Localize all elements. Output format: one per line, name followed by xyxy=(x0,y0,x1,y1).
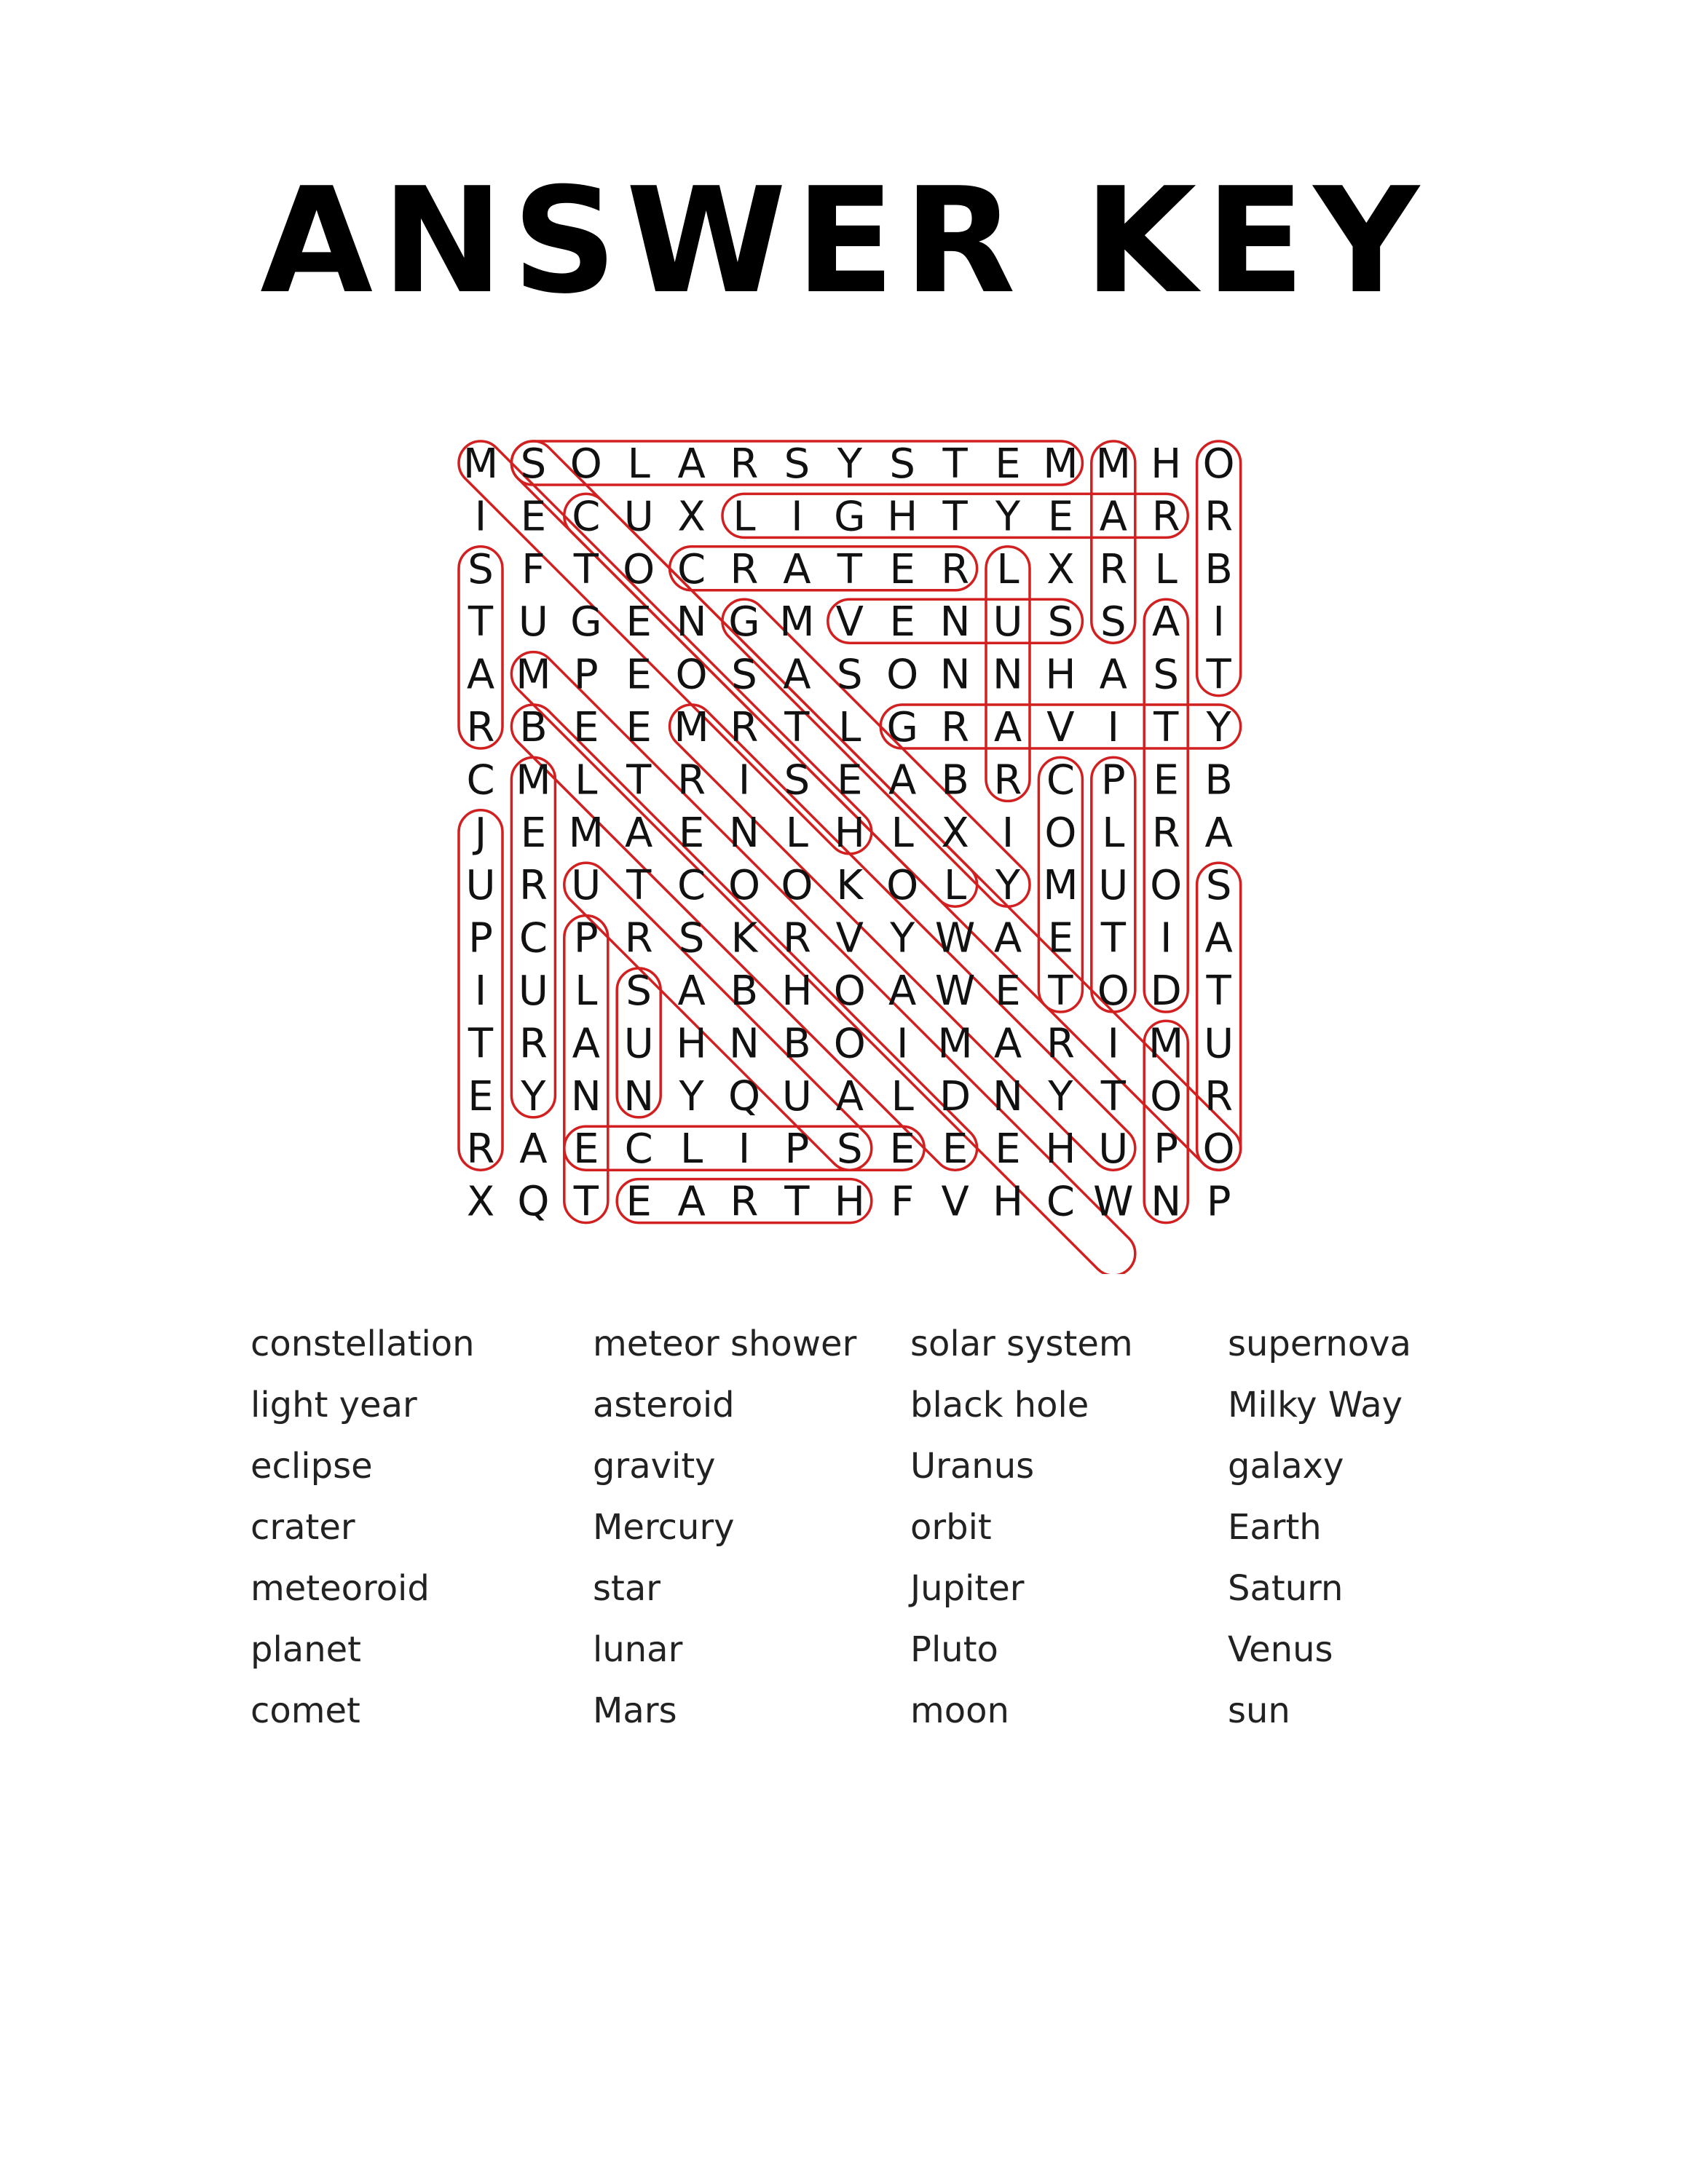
grid-letter: W xyxy=(1093,1178,1134,1226)
word-list-item: Uranus xyxy=(910,1446,1035,1487)
grid-letter: A xyxy=(1152,598,1180,646)
grid-letter: H xyxy=(781,968,813,1015)
grid-letter: M xyxy=(779,598,815,646)
grid-letter: U xyxy=(518,968,548,1015)
grid-letter: K xyxy=(836,862,864,910)
grid-letter: T xyxy=(573,1178,599,1226)
grid-letter: E xyxy=(889,1125,915,1174)
grid-letter: I xyxy=(474,968,487,1015)
grid-letter: R xyxy=(677,756,706,804)
grid-letter: E xyxy=(889,545,915,593)
grid-letter: R xyxy=(730,1178,759,1226)
grid-letter: H xyxy=(1045,651,1076,699)
grid-letter: L xyxy=(891,1072,914,1120)
grid-letter: P xyxy=(1153,1125,1179,1174)
grid-letter: D xyxy=(939,1072,971,1120)
grid-letter: S xyxy=(837,1125,863,1174)
grid-letter: L xyxy=(679,1125,703,1174)
grid-letter: L xyxy=(627,440,650,488)
grid-letter: R xyxy=(941,545,970,593)
word-list-item: star xyxy=(593,1568,660,1609)
grid-letter: Q xyxy=(517,1178,550,1226)
grid-letter: S xyxy=(837,651,863,699)
grid-letter: N xyxy=(939,651,971,699)
grid-letter: R xyxy=(1099,545,1128,593)
grid-letter: L xyxy=(575,756,598,804)
grid-letter: O xyxy=(1202,1125,1235,1174)
grid-letter: C xyxy=(572,493,601,541)
grid-letter: T xyxy=(573,545,599,593)
grid-letter: A xyxy=(625,809,653,857)
grid-letter: S xyxy=(1047,598,1074,646)
word-list-item: comet xyxy=(251,1690,360,1731)
grid-letter: S xyxy=(520,440,547,488)
grid-letter: M xyxy=(516,756,551,804)
grid-letter: R xyxy=(941,704,970,751)
grid-letter: N xyxy=(729,1020,760,1068)
grid-letter: N xyxy=(623,1072,655,1120)
grid-letter: G xyxy=(834,493,866,541)
grid-letter: H xyxy=(992,1178,1024,1226)
grid-letter: A xyxy=(888,756,917,804)
grid-letter: A xyxy=(1099,493,1127,541)
grid-letter: O xyxy=(1097,968,1129,1015)
grid-letter: R xyxy=(466,1125,495,1174)
word-list-item: moon xyxy=(910,1690,1009,1731)
grid-letter: R xyxy=(466,704,495,751)
grid-letter: T xyxy=(784,704,810,751)
grid-letter: S xyxy=(1100,598,1127,646)
grid-letter: I xyxy=(1159,914,1172,962)
grid-letter: E xyxy=(626,1178,652,1226)
grid-letter: X xyxy=(677,493,706,541)
grid-letter: I xyxy=(738,1125,751,1174)
grid-letter: O xyxy=(886,862,919,910)
grid-letter: R xyxy=(1204,1072,1234,1120)
grid-letter: A xyxy=(677,440,706,488)
grid-letter: R xyxy=(993,756,1022,804)
grid-letter: B xyxy=(941,756,969,804)
grid-letter: M xyxy=(462,440,499,488)
grid-letter: I xyxy=(791,493,803,541)
grid-letter: T xyxy=(1100,1072,1126,1120)
word-list-item: light year xyxy=(251,1385,417,1425)
grid-letter: P xyxy=(1206,1178,1231,1226)
grid-letter: B xyxy=(519,704,548,751)
grid-letter: M xyxy=(516,651,551,699)
grid-letter: N xyxy=(993,651,1023,699)
grid-letter: O xyxy=(569,440,602,488)
grid-letter: T xyxy=(837,545,862,593)
grid-letter: M xyxy=(937,1020,973,1068)
word-list-item: gravity xyxy=(593,1446,716,1487)
grid-letter: T xyxy=(942,440,968,488)
grid-letter: O xyxy=(886,651,919,699)
grid-letter: V xyxy=(1046,704,1075,751)
grid-letter: A xyxy=(783,545,811,593)
grid-letter: A xyxy=(993,704,1022,751)
grid-letter: M xyxy=(1148,1020,1184,1068)
grid-letter: U xyxy=(465,862,496,910)
grid-letter: M xyxy=(1043,440,1078,488)
grid-letter: A xyxy=(1204,809,1233,857)
grid-letter: A xyxy=(519,1125,548,1174)
grid-letter: E xyxy=(995,1125,1021,1174)
grid-letter: R xyxy=(782,914,811,962)
grid-letter: E xyxy=(626,651,652,699)
grid-letter: L xyxy=(733,493,756,541)
grid-letter: N xyxy=(676,598,707,646)
grid-letter: O xyxy=(675,651,708,699)
grid-letter: I xyxy=(1107,704,1120,751)
grid-letter: B xyxy=(1204,756,1233,804)
grid-letter: R xyxy=(518,862,548,910)
grid-letter: R xyxy=(1046,1020,1075,1068)
grid-letter: E xyxy=(995,968,1021,1015)
grid-letter: T xyxy=(468,1020,494,1068)
grid-letter: Y xyxy=(521,1072,546,1120)
grid-letter: E xyxy=(1047,914,1074,962)
grid-letter: S xyxy=(784,756,811,804)
grid-letter: A xyxy=(993,1020,1022,1068)
grid-letter: Y xyxy=(1206,704,1231,751)
grid-letter: M xyxy=(1043,862,1078,910)
grid-letter: R xyxy=(730,704,759,751)
grid-letter: U xyxy=(623,1020,654,1068)
word-list-item: Venus xyxy=(1228,1629,1333,1670)
grid-letter: P xyxy=(784,1125,810,1174)
grid-letter: S xyxy=(468,545,494,593)
word-list-item: supernova xyxy=(1228,1324,1411,1364)
grid-letter: X xyxy=(941,809,969,857)
grid-letter: O xyxy=(1202,440,1235,488)
grid-letter: Q xyxy=(727,1072,761,1120)
grid-letter: R xyxy=(730,545,759,593)
grid-letter: A xyxy=(677,1178,706,1226)
page-title: ANSWER KEY xyxy=(260,157,1428,326)
word-list-item: solar system xyxy=(910,1324,1133,1364)
grid-letter: O xyxy=(727,862,761,910)
word-list-item: lunar xyxy=(593,1629,683,1670)
grid-letter: E xyxy=(520,809,547,857)
word-list-item: meteor shower xyxy=(593,1324,857,1364)
grid-letter: C xyxy=(1046,756,1075,804)
grid-letter: P xyxy=(1100,756,1126,804)
grid-letter: L xyxy=(1102,809,1125,857)
grid-letter: U xyxy=(1098,862,1129,910)
grid-letter: P xyxy=(468,914,493,962)
grid-letter: T xyxy=(942,493,968,541)
grid-letter: I xyxy=(1212,598,1225,646)
grid-letter: B xyxy=(1204,545,1233,593)
grid-letter: T xyxy=(1206,968,1231,1015)
word-list-item: asteroid xyxy=(593,1385,735,1425)
grid-letter: L xyxy=(575,968,598,1015)
grid-letter: O xyxy=(623,545,655,593)
grid-letter: C xyxy=(1046,1178,1075,1226)
grid-letter: V xyxy=(941,1178,969,1226)
grid-letter: G xyxy=(728,598,760,646)
grid-letter: R xyxy=(1151,493,1180,541)
grid-letter: R xyxy=(518,1020,548,1068)
grid-letter: Y xyxy=(995,862,1021,910)
grid-letter: N xyxy=(993,1072,1023,1120)
word-list-item: constellation xyxy=(251,1324,475,1364)
word-list-item: Saturn xyxy=(1228,1568,1344,1609)
grid-letter: I xyxy=(474,493,487,541)
word-list-item: Jupiter xyxy=(910,1568,1025,1609)
grid-letter: S xyxy=(889,440,915,488)
grid-letter: X xyxy=(1046,545,1075,593)
grid-letter: J xyxy=(474,809,487,857)
grid-letter: C xyxy=(466,756,495,804)
grid-letter: R xyxy=(1151,809,1180,857)
grid-letter: Y xyxy=(679,1072,704,1120)
grid-letter: F xyxy=(521,545,545,593)
grid-letter: S xyxy=(626,968,652,1015)
grid-letter: U xyxy=(1204,1020,1234,1068)
grid-letter: U xyxy=(518,598,548,646)
grid-letter: R xyxy=(624,914,653,962)
grid-letter: L xyxy=(943,862,967,910)
word-list-item: sun xyxy=(1228,1690,1290,1731)
grid-letter: B xyxy=(730,968,759,1015)
grid-letter: E xyxy=(995,440,1021,488)
grid-letter: E xyxy=(678,809,705,857)
grid-letter: Y xyxy=(837,440,862,488)
grid-letter: Y xyxy=(995,493,1021,541)
grid-letter: O xyxy=(1044,809,1077,857)
grid-letter: M xyxy=(1095,440,1131,488)
grid-letter: V xyxy=(835,598,864,646)
grid-letter: W xyxy=(934,968,976,1015)
grid-letter: E xyxy=(837,756,863,804)
grid-letter: A xyxy=(835,1072,864,1120)
grid-letter: T xyxy=(1048,968,1073,1015)
grid-letter: L xyxy=(996,545,1019,593)
grid-letter: A xyxy=(1099,651,1127,699)
grid-letter: E xyxy=(468,1072,494,1120)
grid-letter: M xyxy=(568,809,604,857)
grid-letter: G xyxy=(886,704,918,751)
grid-letter: E xyxy=(573,1125,599,1174)
grid-letter: A xyxy=(888,968,917,1015)
grid-letter: O xyxy=(1150,1072,1183,1120)
word-list-item: meteoroid xyxy=(251,1568,430,1609)
grid-letter: T xyxy=(626,756,652,804)
grid-letter: B xyxy=(783,1020,811,1068)
grid-letter: L xyxy=(1154,545,1178,593)
grid-letter: C xyxy=(677,545,706,593)
grid-letter: H xyxy=(834,1178,865,1226)
grid-letter: E xyxy=(942,1125,969,1174)
grid-letter: I xyxy=(1001,809,1014,857)
grid-letter: H xyxy=(676,1020,707,1068)
grid-letter: D xyxy=(1150,968,1182,1015)
grid-letter: T xyxy=(1100,914,1126,962)
grid-letter: S xyxy=(731,651,757,699)
grid-letter: H xyxy=(887,493,918,541)
grid-letter: E xyxy=(889,598,915,646)
word-list-item: Pluto xyxy=(910,1629,998,1670)
grid-letter: C xyxy=(624,1125,653,1174)
grid-letter: Y xyxy=(1048,1072,1073,1120)
grid-letter: G xyxy=(570,598,602,646)
grid-letter: C xyxy=(677,862,706,910)
grid-letter: H xyxy=(1151,440,1182,488)
grid-letter: E xyxy=(520,493,547,541)
grid-letter: L xyxy=(891,809,914,857)
grid-letter: P xyxy=(573,914,599,962)
grid-letter: V xyxy=(835,914,864,962)
grid-letter: N xyxy=(939,598,971,646)
grid-letter: A xyxy=(783,651,811,699)
grid-letter: T xyxy=(626,862,652,910)
grid-letter: L xyxy=(838,704,861,751)
grid-letter: L xyxy=(785,809,809,857)
grid-letter: I xyxy=(1107,1020,1120,1068)
grid-letter: I xyxy=(896,1020,909,1068)
grid-letter: E xyxy=(1047,493,1074,541)
grid-letter: S xyxy=(1205,862,1232,910)
grid-letter: N xyxy=(1151,1178,1182,1226)
grid-letter: S xyxy=(784,440,811,488)
grid-letter: X xyxy=(466,1178,495,1226)
grid-letter: O xyxy=(781,862,813,910)
grid-letter: U xyxy=(781,1072,812,1120)
grid-letter: K xyxy=(730,914,758,962)
grid-letter: U xyxy=(993,598,1023,646)
grid-letter: A xyxy=(677,968,706,1015)
grid-letter: M xyxy=(674,704,709,751)
grid-letter: U xyxy=(623,493,654,541)
grid-letter: T xyxy=(1206,651,1231,699)
grid-letter: S xyxy=(678,914,705,962)
grid-letter: Y xyxy=(890,914,915,962)
grid-letter: E xyxy=(1153,756,1179,804)
grid-letter: U xyxy=(1098,1125,1129,1174)
word-list-item: Earth xyxy=(1228,1507,1322,1548)
grid-letter: I xyxy=(738,756,751,804)
grid-letter: H xyxy=(1045,1125,1076,1174)
grid-letter: R xyxy=(1204,493,1234,541)
grid-letter: T xyxy=(468,598,494,646)
grid-letter: T xyxy=(784,1178,810,1226)
grid-letter: N xyxy=(729,809,760,857)
grid-letter: H xyxy=(834,809,865,857)
grid-letter: O xyxy=(1150,862,1183,910)
grid-letter: W xyxy=(934,914,976,962)
grid-letter: S xyxy=(1153,651,1179,699)
word-list-item: planet xyxy=(251,1629,361,1670)
grid-letter: N xyxy=(570,1072,602,1120)
grid-letter: E xyxy=(626,598,652,646)
word-list-item: crater xyxy=(251,1507,355,1548)
word-list-item: Mars xyxy=(593,1690,677,1731)
grid-letter: R xyxy=(730,440,759,488)
grid-letter: O xyxy=(833,968,866,1015)
grid-letter: E xyxy=(626,704,652,751)
grid-letter: T xyxy=(1153,704,1179,751)
grid-letter: P xyxy=(573,651,599,699)
word-list-item: galaxy xyxy=(1228,1446,1344,1487)
word-list-item: Milky Way xyxy=(1228,1385,1403,1425)
grid-letter: E xyxy=(573,704,599,751)
grid-letter: A xyxy=(466,651,495,699)
grid-letter: A xyxy=(993,914,1022,962)
grid-letter: O xyxy=(833,1020,866,1068)
word-list-item: eclipse xyxy=(251,1446,373,1487)
word-list-item: black hole xyxy=(910,1385,1089,1425)
grid-letter: A xyxy=(1204,914,1233,962)
grid-letter: F xyxy=(891,1178,915,1226)
word-list-item: orbit xyxy=(910,1507,992,1548)
word-list-item: Mercury xyxy=(593,1507,735,1548)
grid-letter: C xyxy=(518,914,548,962)
grid-letter: A xyxy=(572,1020,600,1068)
grid-letter: U xyxy=(571,862,602,910)
